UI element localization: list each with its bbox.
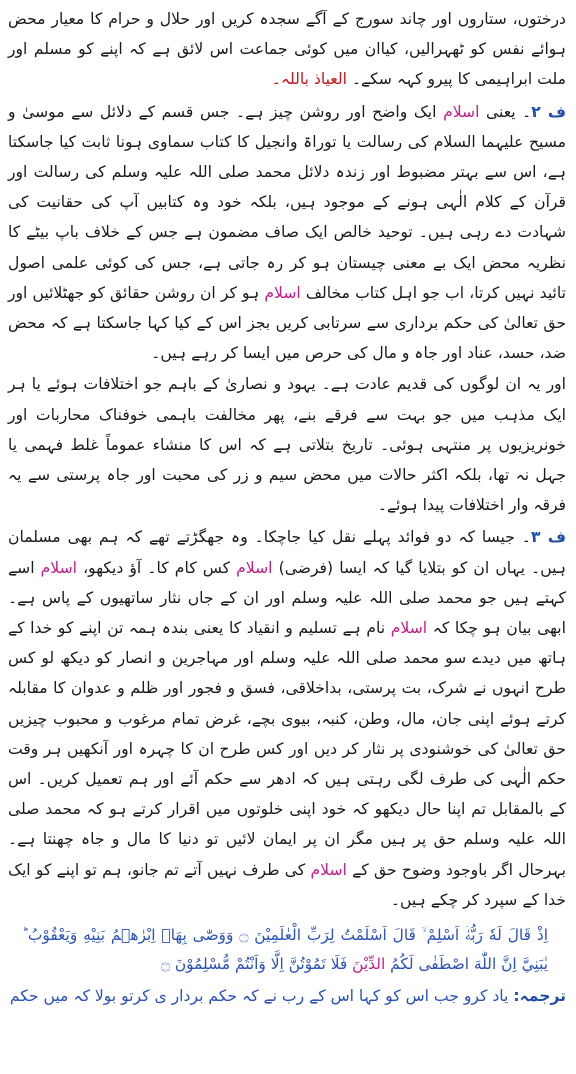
verse-translation [8, 981, 566, 1011]
paragraph-2-text-c: ہو کر ان روشن حقائق کو جھٹلائیں اور حق تعالیٰ کی حکم برداری سے سرتابی کریں بجز اس کے کیا کہا جاسکتا ہے کہ محض ضد، حسد، عناد اور جاہ و مال کی حرص میں ایسا کر رہے ہیں۔ [8, 283, 566, 363]
paragraph-2-text-b: ایک واضح اور روشن چیز ہے۔ جس قسم کے دلائل سے موسیٰ و مسیح علیہما السلام کی رسالت یا توراۃ وانجیل کا کتاب سماوی ہونا ثابت کیا جاسکتا ہے، اس سے بہتر مضبوط اور زندہ دلائل محمد صلی اللہ علیہ وسلم کی رسالت اور قرآن کے کلام الٰہی ہونے کے موجود ہیں، بلکہ خود وہ کتابیں آپ کی حقانیت کی شہادت دے رہی ہیں۔ توحید خالص ایک صاف مضمون ہے جس کے خلاف باپ بیٹے کا نظریہ محض ایک بے معنی چیستان ہو کر رہ جاتی ہے، جس کی کوئی علمی اصول تائید نہیں کرتا، اب جو اہل کتاب مخالف [8, 102, 566, 302]
paragraph-1-text: درختوں، ستاروں اور چاند سورج کے آگے سجدہ کریں اور حلال و حرام کا معیار محض ہوائے نفس کو ٹھہرالیں، کیاان میں کوئی جماعت اس لائق ہے کہ اپنے کو مسلم اور ملت ابراہیمی کا پیرو کہہ سکے۔ [8, 10, 566, 89]
note-marker-3: ف ۳ [530, 528, 566, 547]
paragraph-4-text-e: کی طرف نہیں آتے تم جانو، ہم تو اپنے کو ایک خدا کے سپرد کر چکے ہیں۔ [8, 860, 566, 909]
islam-highlight: اسلام [443, 102, 480, 121]
islam-highlight: اسلام [40, 558, 78, 577]
verse-deen-highlight: الدِّيْنَ [352, 955, 386, 974]
islam-highlight: اسلام [390, 619, 428, 638]
paragraph-1 [8, 4, 566, 95]
note-marker-2: ف ۲ [531, 102, 566, 121]
verse-text-a: اِذْ قَالَ لَهٗ رَبُّهٗۤ اَسْلِمْ ۙ قَالَ اَسْلَمْتُ لِرَبِّ الْعٰلَمِيْنَ ۝ وَوَصّٰى بِهَاۤ اِبْرٰهٖمُ بَنِيْهِ وَيَعْقُوْبُ ؕ يٰبَنِيَّ اِنَّ اللّٰهَ اصْطَفٰى لَكُمُ [22, 926, 548, 974]
islam-highlight: اسلام [264, 283, 301, 302]
translation-label: ترجمہ: [513, 987, 566, 1006]
paragraph-3 [8, 369, 566, 520]
paragraph-4-text-a: ۔ جیسا کہ دو فوائد پہلے نقل کیا جاچکا۔ وہ جھگڑتے تھے کہ ہم بھی مسلمان ہیں۔ یہاں ان کو بتلایا گیا کہ ایسا (فرضی) [8, 528, 566, 577]
quran-verse [22, 921, 548, 979]
verse-text-b: فَلَا تَمُوْتُنَّ اِلَّا وَاَنْتُمْ مُّسْلِمُوْنَ ۝ [160, 955, 348, 974]
paragraph-3-text: اور یہ ان لوگوں کی قدیم عادت ہے۔ یہود و نصاریٰ کے باہم جو اختلافات ہوئے یا ہر ایک مذہب میں جو بہت سے فرقے بنے، پھر مخالفت باہمی خوفناک محاربات اور خونریزیوں پر منتہی ہوئی۔ تاریخ بتلاتی ہے کہ اس کا منشاء عموماً غلط فہمی یا جہل نہ تھا، بلکہ اکثر حالات میں محض سیم و زر کی محبت اور جاہ پرستی سے یہ فرقہ وار اختلافات پیدا ہوئے۔ [8, 375, 566, 515]
paragraph-4-text-c: اسے کہتے ہیں جو محمد صلی اللہ علیہ وسلم اور ان کے جاں نثار ساتھیوں کے پاس ہے۔ ابھی بیان ہو چکا کہ [8, 558, 566, 638]
paragraph-2-text-a: ۔ یعنی [486, 102, 532, 121]
paragraph-4-text-d: نام ہے تسلیم و انقیاد کا یعنی بندہ ہمہ تن اپنے کو خدا کے ہاتھ میں دیدے سو محمد صلی اللہ علیہ وسلم اور مہاجرین و انصار کو دیکھ لو کس طرح انہوں نے شرک، بت پرستی، بداخلاقی، فسق و فجور اور ظلم و عدوان کا مقابلہ کرتے ہوئے اپنی جان، مال، وطن، کنبہ، بیوی بچے، غرض تمام مرغوب و محبوب چیزیں حق تعالیٰ کی خوشنودی پر نثار کر دیں اور کس طرح ان کا چہرہ اور آنکھیں ہر وقت حکم الٰہی کی طرف لگی رہتی ہیں کہ ادھر سے حکم آئے اور ہم تعمیل کریں۔ اس کے بالمقابل تم اپنا حال دیکھو کہ خود اپنی خلوتوں میں اقرار کرتے ہو کہ محمد صلی اللہ علیہ وسلم حق پر ہیں مگر ان پر ایمان لائیں تو دنیا کا مال و جاہ چھنتا ہے۔ بہرحال اگر باوجود وضوح حق کے [8, 619, 566, 879]
islam-highlight: اسلام [236, 558, 273, 577]
translation-text: یاد کرو جب اس کو کہا اس کے رب نے کہ حکم بردار ی کرتو بولا کہ میں حکم [9, 987, 509, 1006]
paragraph-2 [8, 97, 566, 369]
islam-highlight: اسلام [310, 860, 347, 879]
paragraph-4 [8, 522, 566, 915]
dua-phrase: العیاذ باللہ۔ [271, 70, 347, 89]
paragraph-4-text-b: کس کام کا۔ آؤ دیکھو، [83, 558, 231, 577]
